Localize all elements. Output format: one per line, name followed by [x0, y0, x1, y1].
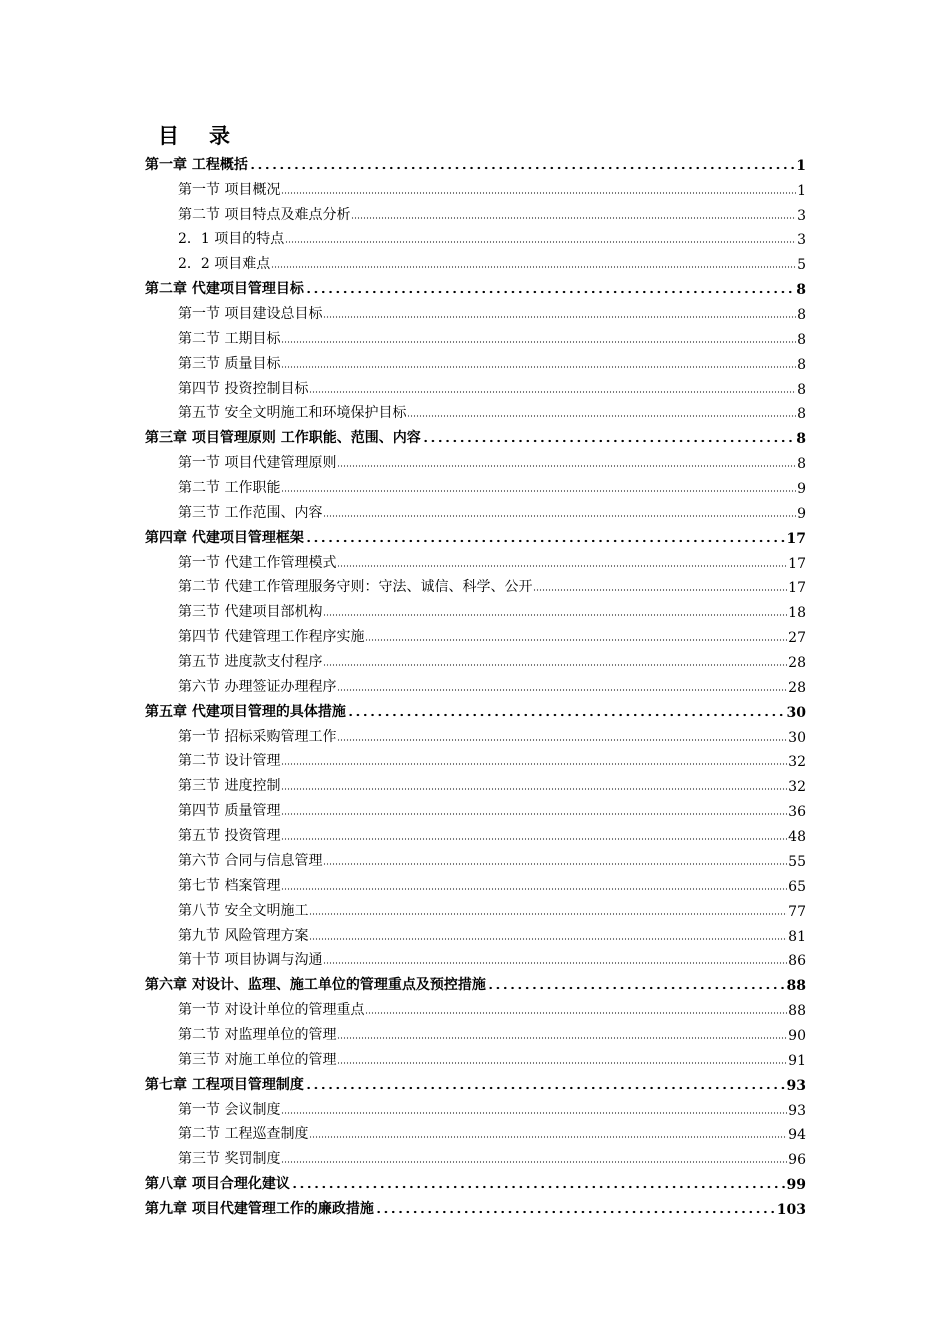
toc-page-number: 17 [788, 580, 806, 597]
toc-section-entry[interactable] [145, 572, 806, 597]
toc-entry-label: 第二节 工作职能 [178, 480, 281, 497]
dot-leader [365, 1011, 787, 1015]
toc-page-number: 28 [788, 679, 806, 696]
toc-entry-label: 第二节 工期目标 [178, 330, 281, 347]
toc-section-entry[interactable] [145, 447, 806, 472]
dot-leader [281, 340, 796, 344]
toc-entry-label: 第七章 工程项目管理制度 [145, 1076, 304, 1093]
dot-leader [309, 390, 796, 394]
toc-section-entry[interactable] [145, 746, 806, 771]
toc-page-number: 9 [797, 481, 806, 498]
toc-page-number: 8 [797, 456, 806, 473]
toc-section-entry[interactable] [145, 596, 806, 621]
toc-page-number: 30 [786, 704, 806, 721]
toc-section-entry[interactable] [145, 646, 806, 671]
toc-entry-label: 第二节 代建工作管理服务守则：守法、诚信、科学、公开 [178, 579, 533, 596]
dot-leader [309, 1135, 787, 1139]
toc-page-number: 3 [797, 232, 806, 249]
toc-entry-label: 第一节 会议制度 [178, 1101, 281, 1118]
toc-entry-label: 第五节 安全文明施工和环境保护目标 [178, 405, 407, 422]
toc-entry-label: 第四节 代建管理工作程序实施 [178, 629, 365, 646]
dot-leader [305, 539, 786, 543]
dot-leader [281, 1160, 787, 1164]
toc-page-number: 28 [788, 655, 806, 672]
toc-chapter-entry[interactable] [145, 522, 806, 547]
toc-page-number: 96 [788, 1152, 806, 1169]
toc-entry-label: 第一节 项目建设总目标 [178, 306, 323, 323]
toc-section-entry[interactable] [145, 1119, 806, 1144]
dot-leader [271, 265, 796, 269]
toc-entry-label: 第二节 项目特点及难点分析 [178, 206, 351, 223]
toc-page-number: 30 [788, 729, 806, 746]
dot-leader [281, 837, 787, 841]
dot-leader [487, 986, 786, 990]
dot-leader [337, 1061, 787, 1065]
toc-section-entry[interactable] [145, 224, 806, 249]
toc-page-number: 94 [788, 1127, 806, 1144]
toc-entry-label: 第二节 对监理单位的管理 [178, 1026, 337, 1043]
toc-section-entry[interactable] [145, 621, 806, 646]
toc-page-number: 1 [797, 182, 806, 199]
dot-leader [337, 464, 796, 468]
toc-entry-label: 第十节 项目协调与沟通 [178, 952, 323, 969]
toc-page-number: 91 [788, 1052, 806, 1069]
toc-section-entry[interactable] [145, 174, 806, 199]
toc-entry-label: 第六节 合同与信息管理 [178, 852, 323, 869]
dot-leader [281, 787, 787, 791]
toc-section-entry[interactable] [145, 248, 806, 273]
toc-entry-label: 第五节 投资管理 [178, 828, 281, 845]
toc-section-entry[interactable] [145, 920, 806, 945]
dot-leader [533, 588, 787, 592]
toc-page-number: 88 [786, 978, 806, 995]
toc-section-entry[interactable] [145, 298, 806, 323]
toc-section-entry[interactable] [145, 348, 806, 373]
toc-section-entry[interactable] [145, 671, 806, 696]
toc-page-number: 36 [788, 804, 806, 821]
toc-section-entry[interactable] [145, 1044, 806, 1069]
toc-entry-label: 第六章 对设计、监理、施工单位的管理重点及预控措施 [145, 977, 486, 994]
dot-leader [347, 713, 786, 717]
toc-page-number: 86 [788, 953, 806, 970]
toc-page-number: 8 [797, 356, 806, 373]
toc-entry-label: 第九节 风险管理方案 [178, 927, 309, 944]
toc-entry-label: 第四节 质量管理 [178, 803, 281, 820]
toc-entry-label: 第四节 投资控制目标 [178, 380, 309, 397]
dot-leader [305, 290, 795, 294]
toc-entry-label: 第三节 对施工单位的管理 [178, 1051, 337, 1068]
toc-page-number: 8 [797, 331, 806, 348]
toc-page-number: 77 [788, 903, 806, 920]
dot-leader [281, 1111, 787, 1115]
toc-page-number: 65 [788, 878, 806, 895]
toc-entry-label: 第三节 代建项目部机构 [178, 604, 323, 621]
toc-chapter-entry[interactable] [145, 1193, 806, 1218]
toc-page-number: 103 [776, 1201, 806, 1218]
dot-leader [375, 1210, 776, 1214]
toc-entry-label: 第一节 对设计单位的管理重点 [178, 1002, 365, 1019]
toc-entry-label: 第三节 工作范围、内容 [178, 504, 323, 521]
dot-leader [305, 1086, 786, 1090]
toc-title: 目录 [158, 123, 260, 148]
toc-entry-label: 第一节 招标采购管理工作 [178, 728, 337, 745]
dot-leader [351, 216, 796, 220]
toc-section-entry[interactable] [145, 721, 806, 746]
dot-leader [365, 638, 787, 642]
toc-section-entry[interactable] [145, 472, 806, 497]
toc-entry-label: 第一节 项目概况 [178, 181, 281, 198]
toc-section-entry[interactable] [145, 1019, 806, 1044]
dot-leader [323, 514, 796, 518]
dot-leader [422, 439, 796, 443]
dot-leader [323, 862, 787, 866]
toc-entry-label: 第八章 项目合理化建议 [145, 1176, 290, 1193]
toc-page-number: 32 [788, 754, 806, 771]
toc-section-entry[interactable] [145, 497, 806, 522]
dot-leader [281, 365, 796, 369]
dot-leader [281, 812, 787, 816]
toc-entry-label: 第九章 项目代建管理工作的廉政措施 [145, 1200, 374, 1217]
toc-page-number: 8 [797, 381, 806, 398]
toc-section-entry[interactable] [145, 323, 806, 348]
toc-chapter-entry[interactable] [145, 969, 806, 994]
toc-page-number: 8 [796, 431, 806, 448]
toc-section-entry[interactable] [145, 795, 806, 820]
toc-section-entry[interactable] [145, 820, 806, 845]
toc-chapter-entry[interactable] [145, 1168, 806, 1193]
toc-entry-label: 第三节 质量目标 [178, 355, 281, 372]
dot-leader [281, 887, 787, 891]
toc-chapter-entry[interactable] [145, 422, 806, 447]
toc-entry-label: 第三章 项目管理原则 工作职能、范围、内容 [145, 430, 421, 447]
toc-page-number: 93 [786, 1077, 806, 1094]
dot-leader [323, 961, 787, 965]
toc-entry-label: 第三节 进度控制 [178, 778, 281, 795]
dot-leader [281, 191, 796, 195]
toc-page-number: 9 [797, 505, 806, 522]
dot-leader [337, 738, 787, 742]
toc-entry-label: 第二节 工程巡查制度 [178, 1126, 309, 1143]
toc-entry-label: 第一章 工程概括 [145, 156, 248, 173]
toc-entry-label: 2．1 项目的特点 [178, 231, 285, 248]
dot-leader [281, 762, 787, 766]
dot-leader [323, 315, 796, 319]
toc-section-entry[interactable] [145, 945, 806, 970]
dot-leader [337, 688, 787, 692]
toc-entry-label: 第七节 档案管理 [178, 877, 281, 894]
dot-leader [281, 489, 796, 493]
toc-section-entry[interactable] [145, 895, 806, 920]
toc-section-entry[interactable] [145, 547, 806, 572]
toc-page-number: 27 [788, 630, 806, 647]
toc-section-entry[interactable] [145, 1094, 806, 1119]
toc-page-number: 93 [788, 1102, 806, 1119]
toc-page-number: 5 [797, 257, 806, 274]
dot-leader [249, 166, 795, 170]
toc-chapter-entry[interactable] [145, 1069, 806, 1094]
toc-entry-label: 第二节 设计管理 [178, 753, 281, 770]
dot-leader [337, 1036, 787, 1040]
toc-page-number: 8 [796, 282, 806, 299]
dot-leader [309, 912, 787, 916]
toc-page-number: 90 [788, 1027, 806, 1044]
dot-leader [323, 663, 787, 667]
toc-entry-label: 第一节 项目代建管理原则 [178, 455, 337, 472]
dot-leader [285, 240, 796, 244]
toc-chapter-entry[interactable] [145, 149, 806, 174]
toc-page-number: 32 [788, 779, 806, 796]
dot-leader [407, 414, 796, 418]
toc-page-number: 48 [788, 829, 806, 846]
toc-entry-label: 第八节 安全文明施工 [178, 902, 309, 919]
toc-section-entry[interactable] [145, 199, 806, 224]
toc-page-number: 88 [788, 1003, 806, 1020]
toc-entry-label: 第六节 办理签证办理程序 [178, 678, 337, 695]
toc-section-entry[interactable] [145, 845, 806, 870]
toc-page-number: 1 [796, 157, 806, 174]
toc-page-number: 81 [788, 928, 806, 945]
toc-chapter-entry[interactable] [145, 696, 806, 721]
toc-section-entry[interactable] [145, 1143, 806, 1168]
toc-page-number: 8 [797, 307, 806, 324]
toc-chapter-entry[interactable] [145, 273, 806, 298]
toc-entry-label: 第五章 代建项目管理的具体措施 [145, 703, 346, 720]
toc-section-entry[interactable] [145, 398, 806, 423]
toc-page-number: 3 [797, 207, 806, 224]
table-of-contents [145, 149, 806, 1218]
toc-page-number: 17 [786, 530, 806, 547]
dot-leader [337, 564, 787, 568]
toc-entry-label: 第二章 代建项目管理目标 [145, 281, 304, 298]
toc-page-number: 17 [788, 555, 806, 572]
toc-entry-label: 第五节 进度款支付程序 [178, 654, 323, 671]
dot-leader [291, 1185, 786, 1189]
dot-leader [309, 937, 787, 941]
toc-section-entry[interactable] [145, 994, 806, 1019]
toc-section-entry[interactable] [145, 870, 806, 895]
toc-section-entry[interactable] [145, 770, 806, 795]
toc-entry-label: 第一节 代建工作管理模式 [178, 554, 337, 571]
toc-entry-label: 第四章 代建项目管理框架 [145, 529, 304, 546]
toc-page-number: 18 [788, 605, 806, 622]
dot-leader [323, 613, 787, 617]
toc-page-number: 8 [797, 406, 806, 423]
toc-page-number: 55 [788, 853, 806, 870]
toc-section-entry[interactable] [145, 373, 806, 398]
toc-entry-label: 2．2 项目难点 [178, 256, 271, 273]
toc-entry-label: 第三节 奖罚制度 [178, 1151, 281, 1168]
toc-page-number: 99 [786, 1177, 806, 1194]
